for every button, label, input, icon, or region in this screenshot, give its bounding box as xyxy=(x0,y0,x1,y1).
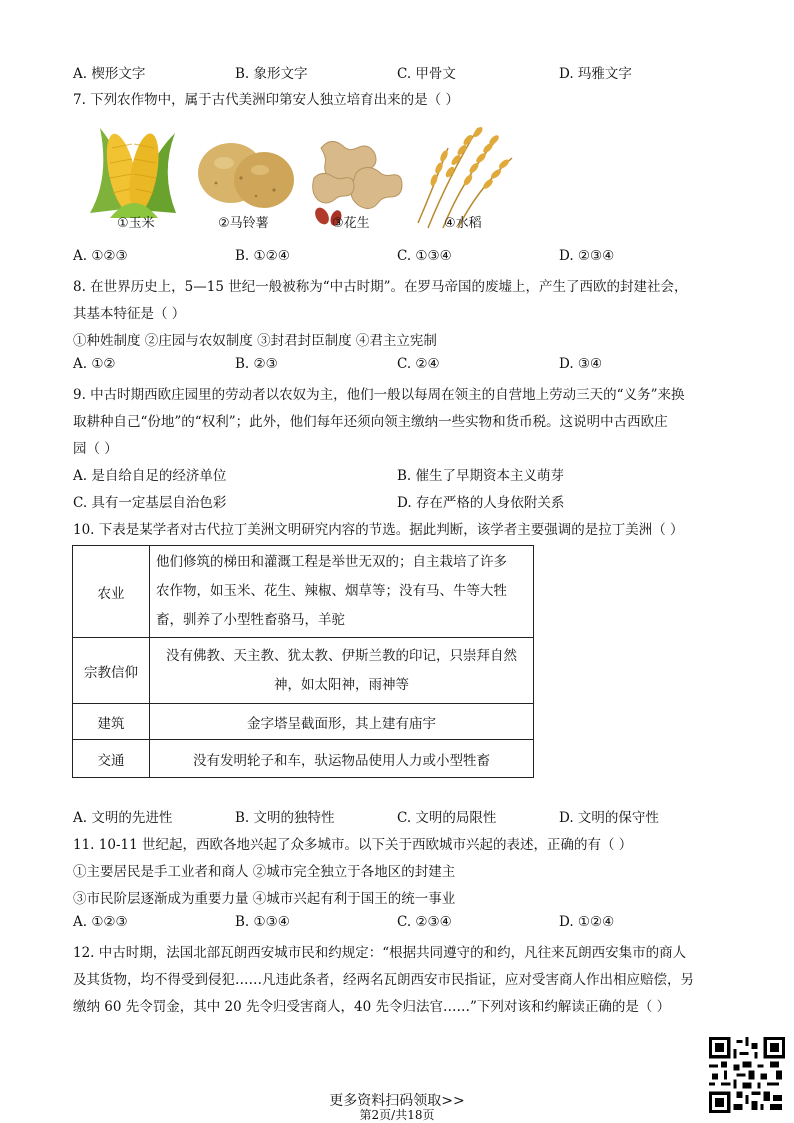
q8-option-b: B. ②③ xyxy=(235,356,278,372)
q10-option-c: C. 文明的局限性 xyxy=(397,810,497,826)
q8-option-c: C. ②④ xyxy=(397,356,440,372)
q7-option-a: A. ①②③ xyxy=(73,248,128,264)
q11-option-c: C. ②③④ xyxy=(397,914,452,930)
q9-option-c: C. 具有一定基层自治色彩 xyxy=(73,495,227,511)
table-value-transport: 没有发明轮子和车，驮运物品使用人力或小型牲畜 xyxy=(150,740,534,778)
table-row-transport xyxy=(73,740,534,778)
q9-stem-line1: 9. 中古时期西欧庄园里的劳动者以农奴为主，他们一般以每周在领主的自营地上劳动三天的“义务”来换 xyxy=(73,387,685,403)
table-key-transport: 交通 xyxy=(73,740,150,778)
table-key-architecture: 建筑 xyxy=(73,704,150,740)
q10-option-a: A. 文明的先进性 xyxy=(73,810,173,826)
q10-option-b: B. 文明的独特性 xyxy=(235,810,335,826)
table-key-religion: 宗教信仰 xyxy=(73,638,150,704)
q11-option-b: B. ①③④ xyxy=(235,914,290,930)
q10-stem: 10. 下表是某学者对古代拉丁美洲文明研究内容的节选。据此判断，该学者主要强调的是拉丁美洲（ ） xyxy=(73,522,684,538)
table-row-architecture xyxy=(73,704,534,740)
q6-option-b: B. 象形文字 xyxy=(235,66,308,82)
q12-stem-line2: 及其货物，均不得受到侵犯……凡违此条者，经两名瓦朗西安市民指证，应对受害商人作出相应赔偿，另 xyxy=(73,972,694,988)
crop-label-rice: ④水稻 xyxy=(444,216,482,231)
q7-stem: 7. 下列农作物中，属于古代美洲印第安人独立培育出来的是（ ） xyxy=(73,92,459,108)
q12-stem-line1: 12. 中古时期，法国北部瓦朗西安城市民和约规定：“根据共同遵守的和约，凡往来瓦朗西安集市的商人 xyxy=(73,945,687,961)
q9-option-d: D. 存在严格的人身依附关系 xyxy=(397,495,565,511)
footer-promo-link[interactable]: 更多资料扫码领取>> xyxy=(329,1093,465,1109)
table-key-agriculture: 农业 xyxy=(73,546,150,638)
table-rel-line2: 神，如太阳神，雨神等 xyxy=(274,676,409,693)
latin-america-table xyxy=(72,545,534,778)
q6-option-a: A. 楔形文字 xyxy=(73,66,146,82)
q11-items-line2: ③市民阶层逐渐成为重要力量 ④城市兴起有利于国王的统一事业 xyxy=(73,891,456,907)
crop-label-peanut: ③花生 xyxy=(332,216,370,231)
q11-items-line1: ①主要居民是手工业者和商人 ②城市完全独立于各地区的封建主 xyxy=(73,864,456,880)
q7-option-d: D. ②③④ xyxy=(559,248,615,264)
table-row-religion xyxy=(73,638,534,704)
q6-option-d: D. 玛雅文字 xyxy=(559,66,632,82)
q11-option-a: A. ①②③ xyxy=(73,914,128,930)
q10-option-d: D. 文明的保守性 xyxy=(559,810,659,826)
q9-option-a: A. 是自给自足的经济单位 xyxy=(73,468,227,484)
page-number: 第2页/共18页 xyxy=(359,1108,435,1122)
q12-stem-line3: 缴纳 60 先令罚金，其中 20 先令归受害商人，40 先令归法官……”下列对该和约解读正确的是（ ） xyxy=(73,999,671,1015)
q8-items: ①种姓制度 ②庄园与农奴制度 ③封君封臣制度 ④君主立宪制 xyxy=(73,333,437,349)
q7-option-b: B. ①②④ xyxy=(235,248,290,264)
table-agri-line2: 农作物，如玉米、花生、辣椒、烟草等；没有马、牛等大牲 xyxy=(156,583,507,599)
q11-option-d: D. ①②④ xyxy=(559,914,615,930)
q8-stem-line1: 8. 在世界历史上，5—15 世纪一般被称为“中古时期”。在罗马帝国的废墟上，产生了西欧的封建社会， xyxy=(73,279,688,295)
crop-label-potato: ②马铃薯 xyxy=(218,216,269,231)
q8-option-d: D. ③④ xyxy=(559,356,603,372)
q9-stem-line3: 园（ ） xyxy=(73,441,118,457)
table-rel-line1: 没有佛教、天主教、犹太教、伊斯兰教的印记，只崇拜自然 xyxy=(166,647,517,664)
q9-stem-line2: 取耕种自己“份地”的“权利”；此外，他们每年还须向领主缴纳一些实物和货币税。这说明中古西欧庄 xyxy=(73,414,668,430)
q6-option-c: C. 甲骨文 xyxy=(397,66,456,82)
crop-label-corn: ①玉米 xyxy=(117,216,155,231)
q9-option-b: B. 催生了早期资本主义萌芽 xyxy=(397,468,565,484)
table-agri-line1: 他们修筑的梯田和灌溉工程是举世无双的；自主栽培了许多 xyxy=(156,554,507,570)
q7-option-c: C. ①③④ xyxy=(397,248,452,264)
table-row-agriculture xyxy=(73,546,534,638)
q8-stem-line2: 其基本特征是（ ） xyxy=(73,306,186,322)
table-value-religion xyxy=(150,638,534,704)
q8-option-a: A. ①② xyxy=(73,356,116,372)
table-value-agriculture xyxy=(150,546,534,638)
q11-stem: 11. 10-11 世纪起，西欧各地兴起了众多城市。以下关于西欧城市兴起的表述，正确的有（ ） xyxy=(73,837,633,853)
table-agri-line3: 畜，驯养了小型牲畜骆马，羊驼 xyxy=(156,612,345,628)
table-value-architecture: 金字塔呈截面形，其上建有庙宇 xyxy=(150,704,534,740)
